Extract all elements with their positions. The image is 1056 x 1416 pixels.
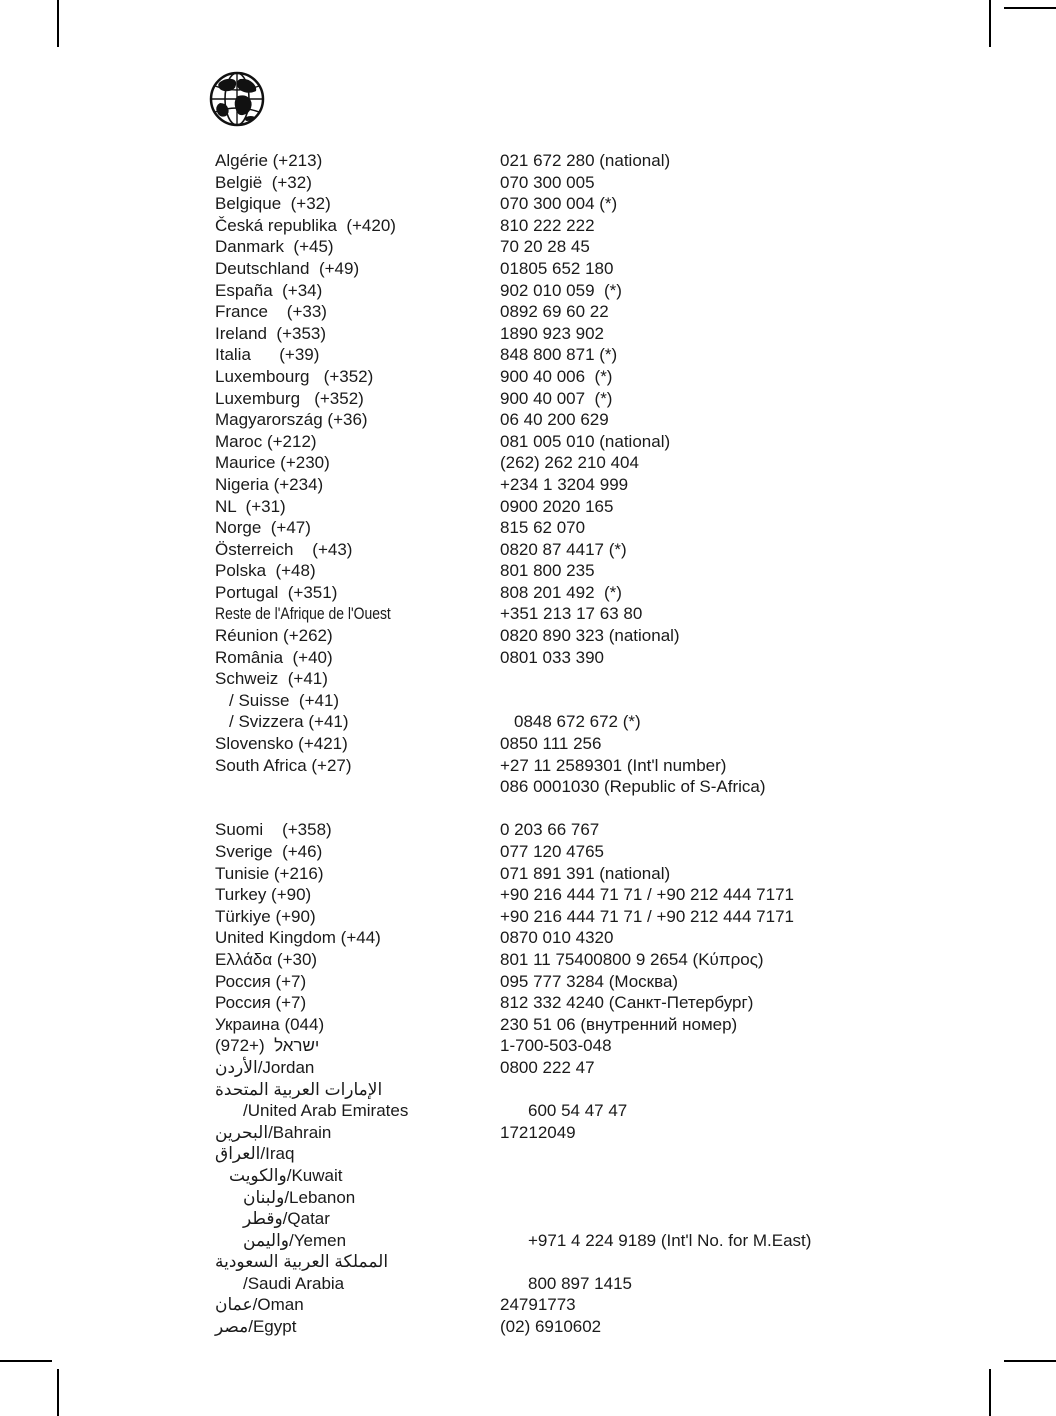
- crop-mark-top-right-vertical: [989, 0, 991, 47]
- country-cell: Portugal (+351): [215, 582, 338, 602]
- country-cell: Reste de l'Afrique de l'Ouest: [215, 604, 391, 624]
- country-cell: España (+34): [215, 280, 323, 300]
- phone-cell: +90 216 444 71 71 / +90 212 444 7171: [500, 906, 794, 926]
- phone-cell: 071 891 391 (national): [500, 863, 671, 883]
- phone-cell: 0848 672 672 (*): [514, 712, 641, 732]
- table-row: [215, 949, 1050, 971]
- table-row: [215, 344, 1050, 366]
- country-cell: الإمارات العربية المتحدة: [215, 1079, 383, 1099]
- table-row: [215, 1230, 1050, 1252]
- country-cell: België (+32): [215, 172, 312, 192]
- table-row: [215, 496, 1050, 518]
- country-cell: وقطر/Qatar: [243, 1209, 330, 1229]
- country-cell: Maurice (+230): [215, 453, 330, 473]
- phone-cell: 812 332 4240 (Санкт-Петербург): [500, 993, 754, 1013]
- country-cell: Россия (+7): [215, 993, 307, 1013]
- phone-cell: 902 010 059 (*): [500, 280, 622, 300]
- phone-cell: 06 40 200 629: [500, 410, 609, 430]
- country-cell: Tunisie (+216): [215, 863, 324, 883]
- country-cell: Deutschland (+49): [215, 258, 360, 278]
- phone-cell: 848 800 871 (*): [500, 345, 618, 365]
- country-cell: البحرين/Bahrain: [215, 1122, 332, 1142]
- country-cell: South Africa (+27): [215, 755, 352, 775]
- table-row: [215, 539, 1050, 561]
- table-row: [215, 1079, 1050, 1101]
- country-cell: / Svizzera (+41): [229, 712, 349, 732]
- country-cell: Italia (+39): [215, 345, 320, 365]
- table-row: [215, 690, 1050, 712]
- table-row: [215, 323, 1050, 345]
- country-cell: România (+40): [215, 647, 333, 667]
- table-row: [215, 906, 1050, 928]
- phone-cell: 70 20 28 45: [500, 237, 590, 257]
- table-row: [215, 301, 1050, 323]
- country-cell: / Suisse (+41): [229, 690, 340, 710]
- crop-mark-top-right-horizontal: [1004, 7, 1056, 9]
- country-cell: مصر/Egypt: [215, 1317, 297, 1337]
- table-row: [215, 1122, 1050, 1144]
- table-row: [215, 798, 1050, 820]
- country-cell: France (+33): [215, 302, 327, 322]
- phone-cell: 095 777 3284 (Москва): [500, 971, 679, 991]
- phone-cell: 0870 010 4320: [500, 928, 614, 948]
- phone-cell: 808 201 492 (*): [500, 582, 622, 602]
- phone-cell: 801 800 235: [500, 561, 595, 581]
- country-cell: Maroc (+212): [215, 431, 317, 451]
- table-row: [215, 193, 1050, 215]
- table-row: [215, 1143, 1050, 1165]
- phone-cell: 0900 2020 165: [500, 496, 614, 516]
- phone-cell: 600 54 47 47: [528, 1101, 628, 1121]
- table-row: [215, 1316, 1050, 1338]
- table-row: [215, 452, 1050, 474]
- country-cell: Norge (+47): [215, 518, 311, 538]
- table-row: [215, 1251, 1050, 1273]
- phone-cell: 800 897 1415: [528, 1273, 632, 1293]
- country-cell: Luxembourg (+352): [215, 366, 374, 386]
- table-row: [215, 388, 1050, 410]
- crop-mark-bottom-left-horizontal: [0, 1360, 52, 1362]
- table-row: [215, 215, 1050, 237]
- table-row: [215, 1208, 1050, 1230]
- country-cell: Turkey (+90): [215, 885, 312, 905]
- table-row: [215, 258, 1050, 280]
- country-cell: Luxemburg (+352): [215, 388, 364, 408]
- country-cell: Türkiye (+90): [215, 906, 316, 926]
- country-cell: Sverige (+46): [215, 842, 323, 861]
- phone-cell: +27 11 2589301 (Int'l number): [500, 755, 727, 775]
- country-cell: Belgique (+32): [215, 194, 331, 214]
- table-row: [215, 776, 1050, 798]
- table-row: [215, 1057, 1050, 1079]
- table-row: [215, 366, 1050, 388]
- table-row: [215, 711, 1050, 733]
- phone-cell: 070 300 004 (*): [500, 194, 618, 214]
- phone-cell: 810 222 222: [500, 215, 595, 235]
- phone-cell: 0850 111 256: [500, 734, 602, 754]
- table-row: [215, 625, 1050, 647]
- country-cell: Украина (044): [215, 1014, 325, 1034]
- phone-cell: 230 51 06 (внутренний номер): [500, 1014, 738, 1034]
- phone-cell: +234 1 3204 999: [500, 474, 629, 494]
- table-row: [215, 280, 1050, 302]
- table-row: [215, 431, 1050, 453]
- phone-cell: +90 216 444 71 71 / +90 212 444 7171: [500, 885, 794, 905]
- country-cell: عمان/Oman: [215, 1295, 304, 1315]
- phone-cell: 17212049: [500, 1122, 576, 1142]
- table-row: [215, 971, 1050, 993]
- phone-cell: 0 203 66 767: [500, 820, 600, 840]
- table-row: [215, 841, 1050, 863]
- table-row: [215, 647, 1050, 669]
- country-cell: ولبنان/Lebanon: [243, 1187, 356, 1207]
- table-row: [215, 1035, 1050, 1057]
- table-row: [215, 927, 1050, 949]
- phone-cell: +351 213 17 63 80: [500, 604, 643, 624]
- phone-cell: 900 40 007 (*): [500, 388, 613, 408]
- table-row: [215, 755, 1050, 777]
- country-cell: Magyarország (+36): [215, 410, 368, 430]
- phone-cell: 801 11 75400800 9 2654 (Κύπρος): [500, 949, 764, 969]
- table-row: [215, 172, 1050, 194]
- country-cell: والكويت/Kuwait: [229, 1165, 343, 1185]
- table-row: [215, 560, 1050, 582]
- phone-cell: 815 62 070: [500, 518, 586, 538]
- country-cell: Slovensko (+421): [215, 734, 348, 754]
- table-row: [215, 819, 1050, 841]
- table-row: [215, 150, 1050, 172]
- country-cell: United Kingdom (+44): [215, 928, 381, 948]
- phone-cell: (262) 262 210 404: [500, 453, 639, 473]
- phone-cell: 24791773: [500, 1295, 576, 1315]
- table-row: [215, 1187, 1050, 1209]
- country-cell: Ελλάδα (+30): [215, 949, 318, 969]
- phone-cell: +971 4 224 9189 (Int'l No. for M.East): [528, 1230, 812, 1250]
- phone-cell: 070 300 005: [500, 172, 595, 192]
- country-cell: /Saudi Arabia: [243, 1273, 345, 1293]
- country-cell: Réunion (+262): [215, 626, 333, 646]
- country-cell: NL (+31): [215, 496, 286, 516]
- phone-cell: (02) 6910602: [500, 1317, 602, 1337]
- country-cell: Česká republika (+420): [215, 215, 396, 235]
- table-row: [215, 992, 1050, 1014]
- country-cell: العراق/Iraq: [215, 1144, 295, 1164]
- country-cell: /United Arab Emirates: [243, 1101, 409, 1121]
- support-table: [215, 150, 1050, 1338]
- table-row: [215, 1294, 1050, 1316]
- country-cell: Polska (+48): [215, 561, 316, 581]
- crop-mark-top-left-vertical: [57, 0, 59, 47]
- country-cell: ישראל (+972): [215, 1036, 320, 1056]
- crop-mark-bottom-right-horizontal: [1004, 1360, 1056, 1362]
- phone-cell: 0892 69 60 22: [500, 302, 609, 322]
- table-row: [215, 1165, 1050, 1187]
- table-row: [215, 236, 1050, 258]
- phone-cell: 0801 033 390: [500, 647, 604, 667]
- table-row: [215, 1100, 1050, 1122]
- table-row: [215, 603, 1050, 625]
- table-row: [215, 733, 1050, 755]
- table-row: [215, 1273, 1050, 1295]
- globe-icon: [208, 70, 266, 128]
- table-row: [215, 474, 1050, 496]
- table-row: [215, 884, 1050, 906]
- country-cell: Schweiz (+41): [215, 669, 328, 689]
- crop-mark-bottom-left-vertical: [57, 1369, 59, 1416]
- phone-cell: 1890 923 902: [500, 323, 604, 343]
- country-cell: Österreich (+43): [215, 539, 353, 559]
- phone-cell: 0820 87 4417 (*): [500, 539, 627, 559]
- phone-cell: 1-700-503-048: [500, 1036, 612, 1056]
- country-cell: Nigeria (+234): [215, 474, 324, 494]
- country-cell: Ireland (+353): [215, 323, 327, 343]
- phone-cell: 0800 222 47: [500, 1057, 595, 1077]
- phone-cell: 900 40 006 (*): [500, 366, 613, 386]
- crop-mark-bottom-right-vertical: [989, 1369, 991, 1416]
- country-cell: واليمن/Yemen: [243, 1230, 347, 1250]
- table-row: [215, 668, 1050, 690]
- country-cell: Suomi (+358): [215, 820, 332, 840]
- country-cell: المملكة العربية السعودية: [215, 1252, 389, 1272]
- table-row: [215, 409, 1050, 431]
- country-cell: Danmark (+45): [215, 237, 334, 257]
- phone-cell: 0820 890 323 (national): [500, 626, 680, 646]
- country-cell: الأردن/Jordan: [215, 1057, 315, 1077]
- phone-cell: 086 0001030 (Republic of S-Africa): [500, 777, 766, 797]
- table-row: [215, 517, 1050, 539]
- phone-cell: 081 005 010 (national): [500, 431, 671, 451]
- country-cell: Algérie (+213): [215, 151, 323, 170]
- table-row: [215, 1014, 1050, 1036]
- table-row: [215, 863, 1050, 885]
- table-row: [215, 582, 1050, 604]
- country-cell: Россия (+7): [215, 971, 307, 991]
- phone-cell: 077 120 4765: [500, 842, 604, 861]
- phone-cell: 01805 652 180: [500, 258, 614, 278]
- phone-cell: 021 672 280 (national): [500, 151, 671, 170]
